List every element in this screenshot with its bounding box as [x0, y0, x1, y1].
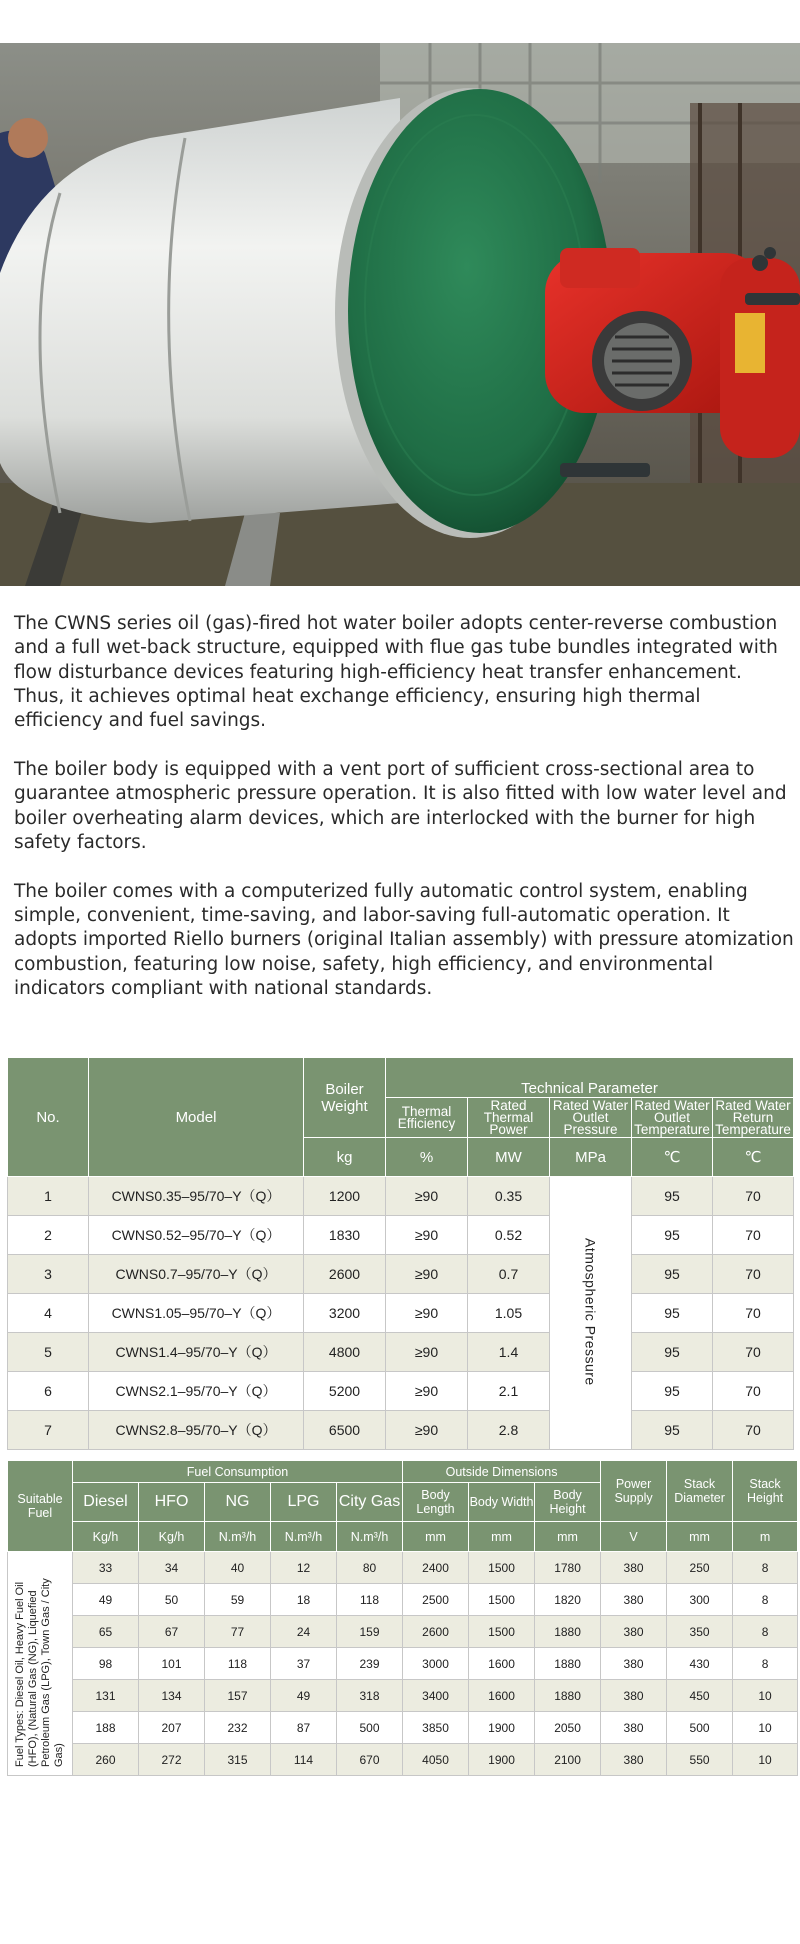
cell-efficiency: ≥90: [386, 1372, 468, 1411]
cell-lpg: 87: [271, 1712, 337, 1744]
unit-body-width: mm: [469, 1522, 535, 1552]
unit-hfo: Kg/h: [139, 1522, 205, 1552]
cell-no: 6: [8, 1372, 89, 1411]
cell-weight: 4800: [304, 1333, 386, 1372]
cell-efficiency: ≥90: [386, 1177, 468, 1216]
header-efficiency: Thermal Efficiency: [386, 1098, 468, 1138]
cell-lpg: 37: [271, 1648, 337, 1680]
header-power: Rated Thermal Power: [468, 1098, 550, 1138]
cell-body-height: 1820: [535, 1584, 601, 1616]
cell-ng: 77: [205, 1616, 271, 1648]
cell-power: 0.52: [468, 1216, 550, 1255]
cell-lpg: 24: [271, 1616, 337, 1648]
table-row: [8, 1616, 798, 1648]
cell-body-width: 1500: [469, 1584, 535, 1616]
cell-no: 3: [8, 1255, 89, 1294]
cell-no: 4: [8, 1294, 89, 1333]
unit-return-temp: ℃: [713, 1138, 794, 1177]
cell-body-height: 1880: [535, 1680, 601, 1712]
cell-power-supply: 380: [601, 1616, 667, 1648]
cell-stack-height: 10: [733, 1712, 798, 1744]
cell-stack-height: 8: [733, 1616, 798, 1648]
cell-body-height: 2100: [535, 1744, 601, 1776]
cell-weight: 3200: [304, 1294, 386, 1333]
unit-power: MW: [468, 1138, 550, 1177]
table-row: [8, 1294, 794, 1333]
unit-diesel: Kg/h: [73, 1522, 139, 1552]
header-body-height: Body Height: [535, 1483, 601, 1522]
table-row: [8, 1411, 794, 1450]
cell-diesel: 260: [73, 1744, 139, 1776]
header-diesel: Diesel: [73, 1483, 139, 1522]
cell-model: CWNS0.35–95/70–Y（Q）: [89, 1177, 304, 1216]
cell-ng: 232: [205, 1712, 271, 1744]
cell-return-temp: 70: [713, 1177, 794, 1216]
fuel-types-note: Fuel Types: Diesel Oil, Heavy Fuel Oil (HFO), (Natural Gas (NG), Liquefied Petroleum Gas (LPG), Town Gas / City Gas): [14, 1578, 65, 1767]
cell-power: 0.35: [468, 1177, 550, 1216]
unit-city-gas: N.m³/h: [337, 1522, 403, 1552]
cell-body-length: 3850: [403, 1712, 469, 1744]
cell-diesel: 98: [73, 1648, 139, 1680]
cell-efficiency: ≥90: [386, 1294, 468, 1333]
cell-return-temp: 70: [713, 1255, 794, 1294]
cell-diesel: 65: [73, 1616, 139, 1648]
cell-power-supply: 380: [601, 1552, 667, 1584]
cell-stack-diameter: 500: [667, 1712, 733, 1744]
table-row: [8, 1680, 798, 1712]
cell-ng: 59: [205, 1584, 271, 1616]
cell-body-width: 1500: [469, 1552, 535, 1584]
cell-hfo: 101: [139, 1648, 205, 1680]
cell-body-length: 3000: [403, 1648, 469, 1680]
unit-weight: kg: [304, 1138, 386, 1177]
cell-efficiency: ≥90: [386, 1411, 468, 1450]
cell-power: 2.1: [468, 1372, 550, 1411]
header-return-temp: Rated Water Return Temperature: [713, 1098, 794, 1138]
cell-no: 2: [8, 1216, 89, 1255]
fuel-dimension-table: [7, 1460, 798, 1776]
cell-pressure: [550, 1177, 632, 1450]
unit-power-supply: V: [601, 1522, 667, 1552]
header-outlet-temp: Rated Water Outlet Temperature: [632, 1098, 713, 1138]
header-model: Model: [89, 1058, 304, 1177]
cell-body-width: 1900: [469, 1712, 535, 1744]
cell-body-length: 2500: [403, 1584, 469, 1616]
table-row: [8, 1255, 794, 1294]
table-row: [8, 1744, 798, 1776]
cell-diesel: 131: [73, 1680, 139, 1712]
table-row: [8, 1712, 798, 1744]
boiler-illustration: [0, 43, 800, 586]
cell-return-temp: 70: [713, 1216, 794, 1255]
header-stack-height: Stack Height: [733, 1461, 798, 1522]
cell-fuel-types: [8, 1552, 73, 1776]
cell-weight: 5200: [304, 1372, 386, 1411]
cell-body-height: 1780: [535, 1552, 601, 1584]
cell-return-temp: 70: [713, 1333, 794, 1372]
description-paragraph: The boiler comes with a computerized fully automatic control system, enabling simple, convenient, time-saving, and labor-saving full-automatic operation. It adopts imported Riello burners (original Italian assembly) with pressure atomization combustion, featuring low noise, safety, high efficiency, and environmental indicators compliant with national standards.: [14, 880, 794, 999]
cell-outlet-temp: 95: [632, 1294, 713, 1333]
pressure-value: Atmospheric Pressure: [582, 1237, 599, 1386]
cell-power-supply: 380: [601, 1712, 667, 1744]
header-outside-dimensions: Outside Dimensions: [403, 1461, 601, 1483]
cell-stack-diameter: 550: [667, 1744, 733, 1776]
cell-body-height: 2050: [535, 1712, 601, 1744]
cell-lpg: 114: [271, 1744, 337, 1776]
cell-stack-height: 8: [733, 1584, 798, 1616]
cell-body-length: 2400: [403, 1552, 469, 1584]
cell-efficiency: ≥90: [386, 1333, 468, 1372]
cell-body-width: 1900: [469, 1744, 535, 1776]
header-city-gas: City Gas: [337, 1483, 403, 1522]
cell-body-width: 1600: [469, 1648, 535, 1680]
cell-stack-height: 10: [733, 1744, 798, 1776]
cell-model: CWNS1.4–95/70–Y（Q）: [89, 1333, 304, 1372]
cell-city-gas: 500: [337, 1712, 403, 1744]
cell-ng: 40: [205, 1552, 271, 1584]
header-no: No.: [8, 1058, 89, 1177]
cell-return-temp: 70: [713, 1411, 794, 1450]
cell-city-gas: 118: [337, 1584, 403, 1616]
cell-ng: 118: [205, 1648, 271, 1680]
cell-body-height: 1880: [535, 1616, 601, 1648]
cell-outlet-temp: 95: [632, 1333, 713, 1372]
cell-stack-height: 10: [733, 1680, 798, 1712]
cell-diesel: 33: [73, 1552, 139, 1584]
cell-diesel: 49: [73, 1584, 139, 1616]
header-technical-parameter: Technical Parameter: [386, 1058, 794, 1098]
boiler-photo: [0, 43, 800, 586]
cell-outlet-temp: 95: [632, 1177, 713, 1216]
cell-body-width: 1500: [469, 1616, 535, 1648]
header-pressure: Rated Water Outlet Pressure: [550, 1098, 632, 1138]
cell-body-length: 4050: [403, 1744, 469, 1776]
cell-model: CWNS2.1–95/70–Y（Q）: [89, 1372, 304, 1411]
cell-power-supply: 380: [601, 1648, 667, 1680]
cell-stack-height: 8: [733, 1648, 798, 1680]
cell-power-supply: 380: [601, 1744, 667, 1776]
unit-stack-height: m: [733, 1522, 798, 1552]
cell-return-temp: 70: [713, 1372, 794, 1411]
cell-power: 0.7: [468, 1255, 550, 1294]
cell-body-length: 2600: [403, 1616, 469, 1648]
cell-lpg: 12: [271, 1552, 337, 1584]
cell-outlet-temp: 95: [632, 1372, 713, 1411]
cell-efficiency: ≥90: [386, 1255, 468, 1294]
header-body-length: Body Length: [403, 1483, 469, 1522]
cell-power: 1.05: [468, 1294, 550, 1333]
cell-hfo: 134: [139, 1680, 205, 1712]
unit-stack-diameter: mm: [667, 1522, 733, 1552]
cell-city-gas: 159: [337, 1616, 403, 1648]
product-description: [14, 612, 794, 1026]
cell-power: 2.8: [468, 1411, 550, 1450]
header-ng: NG: [205, 1483, 271, 1522]
cell-city-gas: 670: [337, 1744, 403, 1776]
unit-lpg: N.m³/h: [271, 1522, 337, 1552]
unit-outlet-temp: ℃: [632, 1138, 713, 1177]
cell-model: CWNS0.52–95/70–Y（Q）: [89, 1216, 304, 1255]
unit-efficiency: %: [386, 1138, 468, 1177]
description-paragraph: The boiler body is equipped with a vent port of sufficient cross-sectional area to guarantee atmospheric pressure operation. It is also fitted with low water level and boiler overheating alarm devices, which are interlocked with the burner for high safety factors.: [14, 758, 787, 853]
cell-hfo: 67: [139, 1616, 205, 1648]
cell-power-supply: 380: [601, 1584, 667, 1616]
cell-no: 1: [8, 1177, 89, 1216]
cell-power: 1.4: [468, 1333, 550, 1372]
table-row: [8, 1333, 794, 1372]
cell-ng: 157: [205, 1680, 271, 1712]
cell-model: CWNS1.05–95/70–Y（Q）: [89, 1294, 304, 1333]
unit-body-length: mm: [403, 1522, 469, 1552]
cell-body-width: 1600: [469, 1680, 535, 1712]
unit-pressure: MPa: [550, 1138, 632, 1177]
cell-hfo: 50: [139, 1584, 205, 1616]
description-paragraph: The CWNS series oil (gas)-fired hot water boiler adopts center-reverse combustion and a full wet-back structure, equipped with flue gas tube bundles integrated with flow disturbance devices featuring high-efficiency heat transfer enhancement. Thus, it achieves optimal heat exchange efficiency, ensuring high thermal efficiency and fuel savings.: [14, 613, 778, 732]
cell-weight: 1830: [304, 1216, 386, 1255]
cell-ng: 315: [205, 1744, 271, 1776]
table-row: [8, 1216, 794, 1255]
cell-weight: 2600: [304, 1255, 386, 1294]
cell-outlet-temp: 95: [632, 1216, 713, 1255]
cell-stack-diameter: 450: [667, 1680, 733, 1712]
table-row: [8, 1177, 794, 1216]
cell-body-length: 3400: [403, 1680, 469, 1712]
cell-weight: 6500: [304, 1411, 386, 1450]
cell-city-gas: 318: [337, 1680, 403, 1712]
unit-body-height: mm: [535, 1522, 601, 1552]
header-fuel-consumption: Fuel Consumption: [73, 1461, 403, 1483]
cell-hfo: 207: [139, 1712, 205, 1744]
cell-stack-diameter: 300: [667, 1584, 733, 1616]
table-row: [8, 1648, 798, 1680]
table-row: [8, 1584, 798, 1616]
table-row: [8, 1372, 794, 1411]
header-lpg: LPG: [271, 1483, 337, 1522]
cell-lpg: 18: [271, 1584, 337, 1616]
cell-outlet-temp: 95: [632, 1411, 713, 1450]
header-body-width: Body Width: [469, 1483, 535, 1522]
cell-no: 5: [8, 1333, 89, 1372]
header-suitable-fuel: Suitable Fuel: [8, 1461, 73, 1552]
cell-efficiency: ≥90: [386, 1216, 468, 1255]
cell-model: CWNS0.7–95/70–Y（Q）: [89, 1255, 304, 1294]
cell-hfo: 34: [139, 1552, 205, 1584]
cell-stack-diameter: 250: [667, 1552, 733, 1584]
header-weight: Boiler Weight: [304, 1058, 386, 1138]
header-power-supply: Power Supply: [601, 1461, 667, 1522]
cell-weight: 1200: [304, 1177, 386, 1216]
cell-stack-diameter: 430: [667, 1648, 733, 1680]
unit-ng: N.m³/h: [205, 1522, 271, 1552]
cell-city-gas: 80: [337, 1552, 403, 1584]
cell-outlet-temp: 95: [632, 1255, 713, 1294]
cell-body-height: 1880: [535, 1648, 601, 1680]
cell-return-temp: 70: [713, 1294, 794, 1333]
header-hfo: HFO: [139, 1483, 205, 1522]
cell-stack-height: 8: [733, 1552, 798, 1584]
cell-stack-diameter: 350: [667, 1616, 733, 1648]
cell-no: 7: [8, 1411, 89, 1450]
cell-city-gas: 239: [337, 1648, 403, 1680]
cell-power-supply: 380: [601, 1680, 667, 1712]
header-stack-diameter: Stack Diameter: [667, 1461, 733, 1522]
cell-lpg: 49: [271, 1680, 337, 1712]
cell-model: CWNS2.8–95/70–Y（Q）: [89, 1411, 304, 1450]
cell-hfo: 272: [139, 1744, 205, 1776]
cell-diesel: 188: [73, 1712, 139, 1744]
technical-parameter-table: [7, 1057, 794, 1450]
table-row: [8, 1552, 798, 1584]
